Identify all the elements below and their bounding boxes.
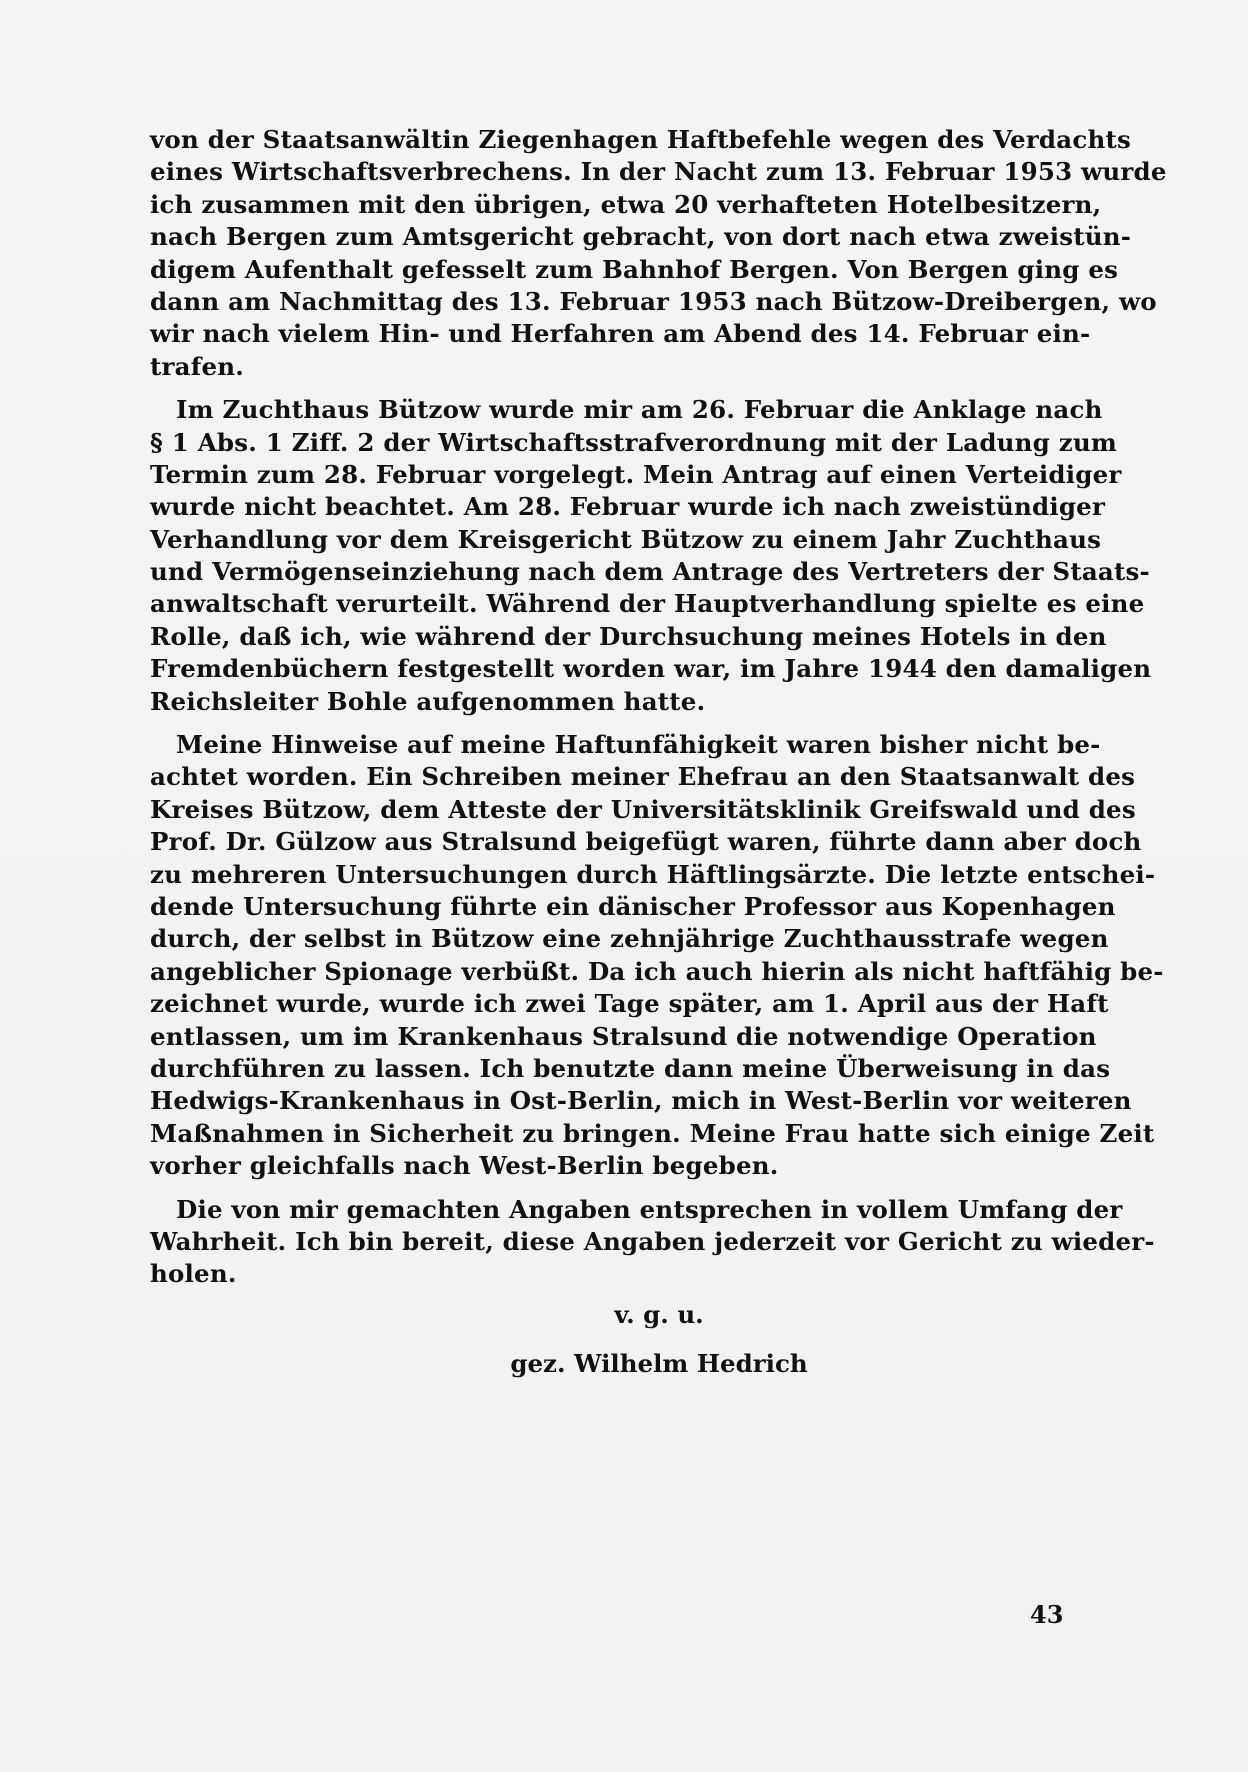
text-line: dende Untersuchung führte ein dänischer Professor aus Kopenhagen bbox=[150, 891, 1116, 921]
text-line: achtet worden. Ein Schreiben meiner Ehefrau an den Staatsanwalt des bbox=[150, 762, 1136, 792]
text-line: Verhandlung vor dem Kreisgericht Bützow zu einem Jahr Zuchthaus bbox=[150, 524, 1102, 554]
signature: gez. Wilhelm Hedrich bbox=[510, 1349, 808, 1378]
text-line: angeblicher Spionage verbüßt. Da ich auch hierin als nicht haftfähig be- bbox=[150, 956, 1164, 986]
text-line: Im Zuchthaus Bützow wurde mir am 26. Februar die Anklage nach bbox=[176, 395, 1103, 425]
text-line: eines Wirtschaftsverbrechens. In der Nacht zum 13. Februar 1953 wurde bbox=[150, 157, 1167, 187]
text-line: Termin zum 28. Februar vorgelegt. Mein Antrag auf einen Verteidiger bbox=[150, 459, 1122, 489]
paragraph-3 bbox=[150, 729, 1164, 1182]
text-line: Rolle, daß ich, wie während der Durchsuchung meines Hotels in den bbox=[150, 621, 1107, 651]
text-line: Reichsleiter Bohle aufgenommen hatte. bbox=[150, 686, 706, 716]
closing-formula: v. g. u. bbox=[614, 1300, 704, 1329]
page-number: 43 bbox=[1030, 1600, 1064, 1629]
paragraph-1 bbox=[150, 124, 1167, 383]
text-line: durch, der selbst in Bützow eine zehnjährige Zuchthausstrafe wegen bbox=[150, 924, 1109, 954]
paragraph-2 bbox=[150, 394, 1152, 718]
text-line: von der Staatsanwältin Ziegenhagen Haftbefehle wegen des Verdachts bbox=[150, 125, 1131, 154]
text-line: anwaltschaft verurteilt. Während der Hauptverhandlung spielte es eine bbox=[150, 589, 1145, 619]
text-line: zeichnet wurde, wurde ich zwei Tage später, am 1. April aus der Haft bbox=[150, 989, 1109, 1019]
paragraph-4 bbox=[150, 1194, 1155, 1291]
text-line: Prof. Dr. Gülzow aus Stralsund beigefügt waren, führte dann aber doch bbox=[150, 827, 1142, 857]
text-line: Wahrheit. Ich bin bereit, diese Angaben jederzeit vor Gericht zu wieder- bbox=[150, 1226, 1155, 1256]
body-text bbox=[150, 124, 1167, 1302]
text-line: § 1 Abs. 1 Ziff. 2 der Wirtschaftsstrafverordnung mit der Ladung zum bbox=[150, 427, 1117, 457]
text-line: Maßnahmen in Sicherheit zu bringen. Meine Frau hatte sich einige Zeit bbox=[150, 1118, 1155, 1148]
text-line: Fremdenbüchern festgestellt worden war, im Jahre 1944 den damaligen bbox=[150, 654, 1152, 684]
text-line: durchführen zu lassen. Ich benutzte dann meine Überweisung in das bbox=[150, 1053, 1111, 1083]
text-line: und Vermögenseinziehung nach dem Antrage des Vertreters der Staats- bbox=[150, 557, 1150, 587]
text-line: Hedwigs-Krankenhaus in Ost-Berlin, mich in West-Berlin vor weiteren bbox=[150, 1086, 1132, 1116]
text-line: trafen. bbox=[150, 351, 244, 381]
text-line: nach Bergen zum Amtsgericht gebracht, von dort nach etwa zweistün- bbox=[150, 222, 1132, 252]
text-line: wurde nicht beachtet. Am 28. Februar wurde ich nach zweistündiger bbox=[150, 492, 1106, 522]
text-line: ich zusammen mit den übrigen, etwa 20 verhafteten Hotelbesitzern, bbox=[150, 189, 1102, 219]
text-line: vorher gleichfalls nach West-Berlin begeben. bbox=[150, 1151, 779, 1181]
text-line: dann am Nachmittag des 13. Februar 1953 nach Bützow-Dreibergen, wo bbox=[150, 286, 1157, 316]
text-line: digem Aufenthalt gefesselt zum Bahnhof Bergen. Von Bergen ging es bbox=[150, 254, 1119, 284]
text-line: Meine Hinweise auf meine Haftunfähigkeit waren bisher nicht be- bbox=[176, 730, 1101, 760]
text-line: wir nach vielem Hin- und Herfahren am Abend des 14. Februar ein- bbox=[150, 319, 1091, 349]
text-line: entlassen, um im Krankenhaus Stralsund die notwendige Operation bbox=[150, 1021, 1097, 1051]
text-line: zu mehreren Untersuchungen durch Häftlingsärzte. Die letzte entschei- bbox=[150, 859, 1156, 889]
text-line: Die von mir gemachten Angaben entsprechen in vollem Umfang der bbox=[176, 1194, 1123, 1224]
text-line: Kreises Bützow, dem Atteste der Universitätsklinik Greifswald und des bbox=[150, 794, 1136, 824]
text-line: holen. bbox=[150, 1259, 237, 1289]
